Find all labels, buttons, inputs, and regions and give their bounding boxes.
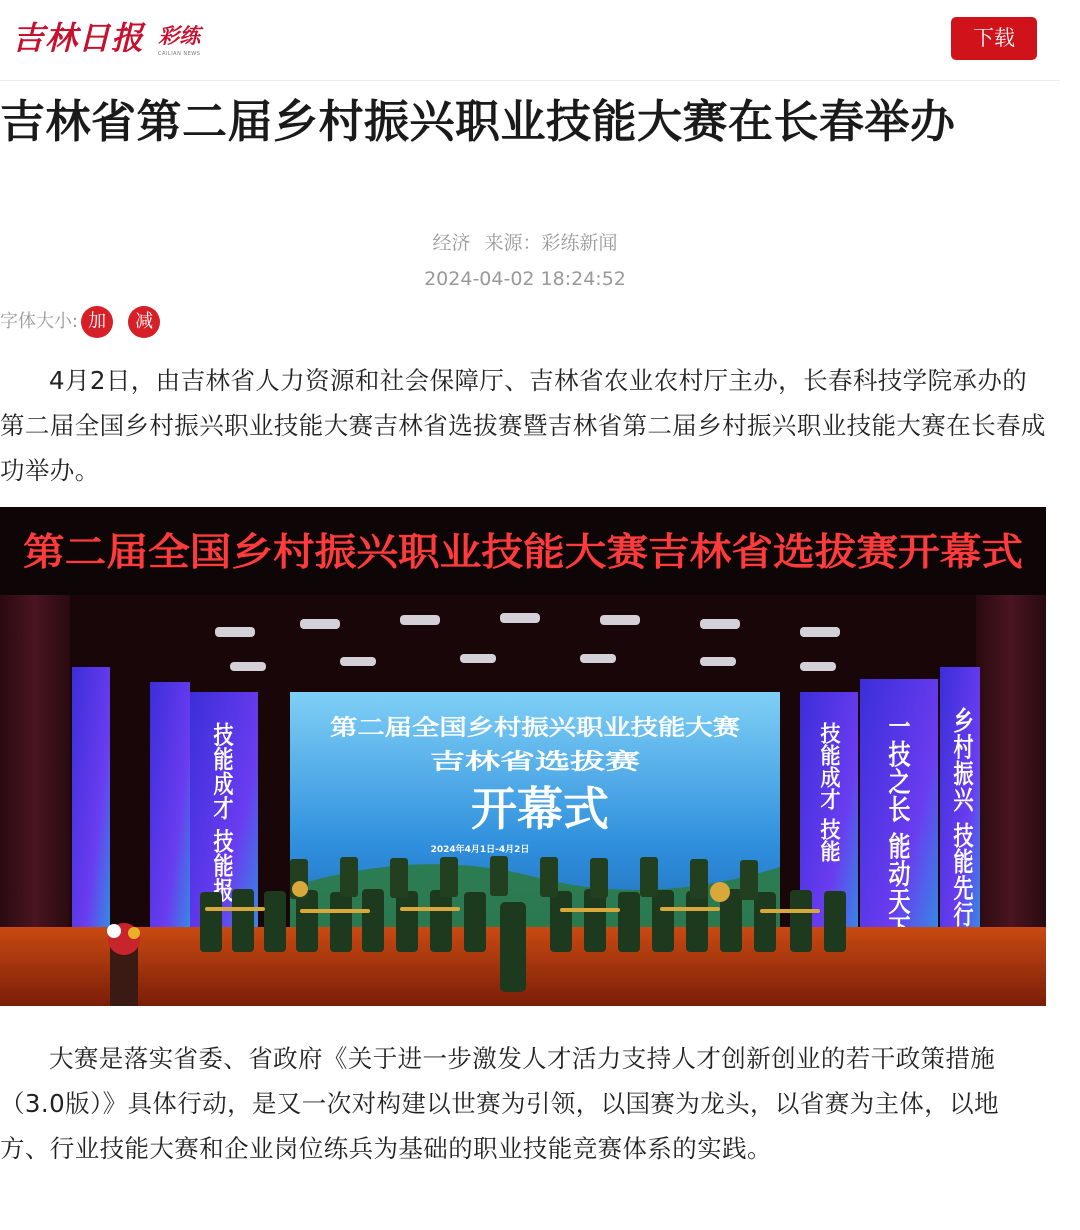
logo-cailian [158,24,200,58]
article-title: 吉林省第二届乡村振兴职业技能大赛在长春举办 [0,95,956,148]
article-category[interactable]: 经济 [432,232,471,254]
app-header [0,0,1060,81]
right-panel-2-text: 一技之长 能动天下 [885,712,911,896]
article-paragraph-2: 大赛是落实省委、省政府《关于进一步激发人才活力支持人才创新创业的若干政策措施（3.0版）》具体行动，是又一次对构建以世赛为引领，以国赛为龙头，以省赛为主体，以地方、行业技能大赛和企业岗位练兵为基础的职业技能竞赛体系的实践。 [0,1044,1000,1163]
screen-title-line2: 吉林省选拔赛 [430,750,563,775]
font-increase-button[interactable]: 加 [81,306,113,338]
font-size-control [0,305,160,339]
screen-date: 2024年4月1日-4月2日 [430,845,530,855]
opening-ceremony-photo [0,507,1046,1006]
screen-title-line1: 第二届全国乡村振兴职业技能大赛 [330,716,661,741]
font-decrease-button[interactable]: 减 [128,306,160,338]
right-panel-1-text: 技能成才 技能 [817,722,841,849]
left-panel-text: 技能成才 技能报 [210,722,234,869]
site-logo[interactable] [12,18,200,58]
download-button[interactable]: 下载 [951,17,1037,60]
logo-cailian-en: CAILIAN NEWS [158,51,201,57]
article-meta [0,228,1050,258]
font-size-label: 字体大小: [0,311,79,332]
logo-jilin-daily: 吉林日报 [12,19,145,57]
article-datetime: 2024-04-02 18:24:52 [424,268,626,290]
photo-banner-text: 第二届全国乡村振兴职业技能大赛吉林省选拔赛开幕式 [23,529,1024,574]
screen-title-line3: 开幕式 [471,782,609,836]
article-source: 来源：彩练新闻 [484,232,618,254]
article-paragraph-1: 4月2日，由吉林省人力资源和社会保障厅、吉林省农业农村厅主办，长春科技学院承办的第二届全国乡村振兴职业技能大赛吉林省选拔赛暨吉林省第二届乡村振兴职业技能大赛在长春成功举办。 [0,366,1046,485]
article-photo [0,507,1046,1006]
logo-cailian-text: 彩练 [158,23,201,48]
right-panel-3-text: 乡村振兴 技能先行 [950,707,974,874]
